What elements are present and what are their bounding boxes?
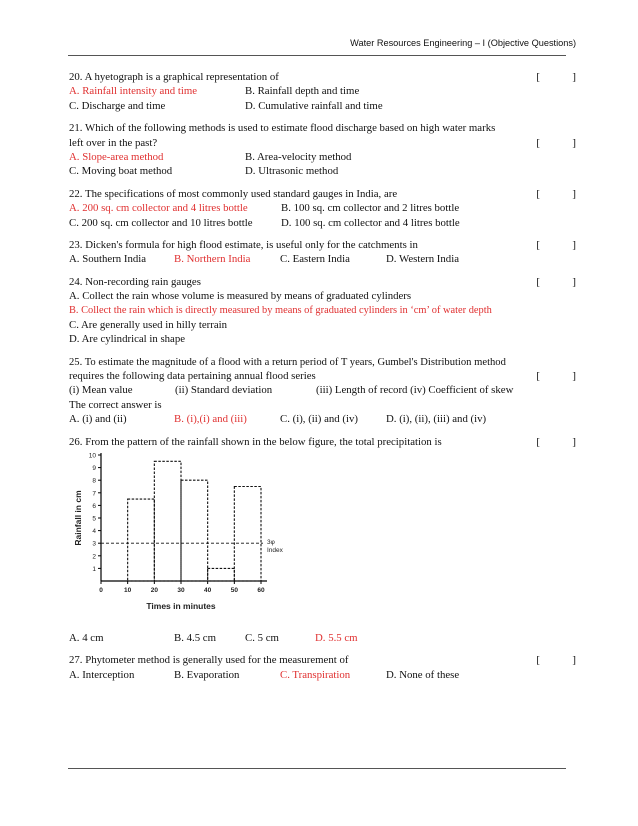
answer-bracket-close: ]	[572, 187, 576, 200]
option-a: A. Slope-area method	[69, 150, 164, 163]
page-header: Water Resources Engineering – I (Objective Questions)	[350, 38, 576, 48]
answer-bracket-open: [	[536, 187, 540, 200]
answer-bracket-close: ]	[572, 136, 576, 149]
answer-bracket-open: [	[536, 238, 540, 251]
question-23	[69, 238, 576, 267]
option-b: B. Evaporation	[174, 668, 240, 681]
question-text: 26. From the pattern of the rainfall shown in the below figure, the total precipitation is	[69, 435, 442, 448]
option-b: B. 100 sq. cm collector and 2 litres bottle	[281, 202, 460, 215]
option-b: B. 4.5 cm	[174, 631, 216, 644]
question-25	[69, 355, 576, 427]
answer-bracket-open: [	[536, 136, 540, 149]
question-21	[69, 121, 576, 179]
rainfall-bar	[154, 461, 181, 581]
option-c: C. Transpiration	[280, 668, 351, 681]
answer-bracket-close: ]	[572, 71, 576, 83]
question-text: 24. Non-recording rain gauges	[69, 275, 201, 288]
question-20	[69, 70, 576, 113]
option-a: A. 200 sq. cm collector and 4 litres bottle	[69, 202, 248, 215]
x-tick-label: 20	[150, 586, 158, 594]
data-item-3: (iii) Length of record (iv) Coefficient of skew	[316, 384, 514, 397]
option-a: A. (i) and (ii)	[69, 413, 127, 426]
option-c: C. Moving boat method	[69, 165, 173, 178]
hyetograph-chart	[69, 453, 289, 625]
option-d: D. None of these	[386, 668, 460, 681]
questions-list	[69, 70, 576, 690]
answer-bracket-close: ]	[572, 275, 576, 288]
answer-bracket-open: [	[536, 275, 540, 288]
x-tick-label: 10	[124, 586, 132, 594]
option-b: B. Northern India	[174, 253, 251, 266]
phi-index-label-2: Index	[267, 547, 283, 555]
y-tick-label: 6	[92, 502, 96, 510]
option-d: D. 5.5 cm	[315, 631, 358, 644]
option-d: D. Western India	[386, 253, 459, 266]
answer-bracket-close: ]	[572, 238, 576, 251]
option-c: C. (i), (ii) and (iv)	[280, 413, 358, 426]
rainfall-bar	[234, 486, 261, 581]
option-d: D. 100 sq. cm collector and 4 litres bottle	[281, 216, 460, 229]
question-text: 21. Which of the following methods is used to estimate flood discharge based on high water marks	[69, 122, 496, 135]
option-d: D. Ultrasonic method	[245, 165, 339, 178]
data-item-2: (ii) Standard deviation	[175, 384, 273, 397]
hyetograph-figure	[69, 453, 289, 625]
header-rule	[68, 55, 566, 56]
answer-bracket-open: [	[536, 370, 540, 383]
question-text: 27. Phytometer method is generally used for the measurement of	[69, 654, 349, 667]
y-tick-label: 10	[88, 452, 96, 460]
answer-bracket-open: [	[536, 435, 540, 448]
y-tick-label: 9	[92, 465, 96, 473]
option-a: A. 4 cm	[69, 631, 104, 644]
question-27	[69, 653, 576, 682]
option-a: A. Southern India	[69, 253, 147, 266]
y-tick-label: 3	[92, 540, 96, 548]
rainfall-bar	[181, 480, 208, 581]
y-tick-label: 8	[92, 477, 96, 485]
option-c: C. Eastern India	[280, 253, 350, 266]
option-b: B. Collect the rain which is directly measured by means of graduated cylinders in ‘cm’ of water depth	[69, 305, 492, 317]
option-c: C. Discharge and time	[69, 99, 166, 112]
option-d: D. (i), (ii), (iii) and (iv)	[386, 413, 487, 426]
option-c: C. 200 sq. cm collector and 10 litres bottle	[69, 216, 253, 229]
answer-bracket-open: [	[536, 654, 540, 667]
question-text-cont: left over in the past?	[69, 136, 158, 149]
option-d: D. Cumulative rainfall and time	[245, 99, 383, 112]
y-axis-label: Rainfall in cm	[73, 490, 83, 546]
answer-bracket-close: ]	[572, 370, 576, 383]
question-24	[69, 275, 576, 347]
data-item-1: (i) Mean value	[69, 384, 133, 397]
footer-rule	[68, 768, 566, 769]
option-a: A. Collect the rain whose volume is measured by means of graduated cylinders	[69, 290, 412, 303]
option-c: C. 5 cm	[245, 631, 279, 644]
answer-bracket-close: ]	[572, 654, 576, 667]
option-b: B. Area-velocity method	[245, 150, 352, 163]
option-b: B. (i),(i) and (iii)	[174, 413, 247, 426]
option-d: D. Are cylindrical in shape	[69, 333, 186, 346]
y-tick-label: 7	[92, 490, 96, 498]
x-tick-label: 50	[230, 586, 238, 594]
x-axis-label: Times in minutes	[146, 600, 216, 611]
rainfall-bar	[128, 499, 155, 581]
question-text: 22. The specifications of most commonly used standard gauges in India, are	[69, 187, 398, 200]
phi-index-label: 3φ	[267, 539, 275, 547]
y-tick-label: 4	[92, 528, 96, 536]
y-tick-label: 1	[92, 565, 96, 573]
answer-bracket-open: [	[536, 71, 540, 83]
rainfall-bar	[208, 568, 235, 581]
question-text: 20. A hyetograph is a graphical representation of	[69, 71, 279, 83]
question-text: 25. To estimate the magnitude of a flood with a return period of T years, Gumbel's Distribution method	[69, 356, 506, 368]
option-c: C. Are generally used in hilly terrain	[69, 318, 228, 331]
x-tick-label: 40	[204, 586, 212, 594]
question-text: 23. Dicken's formula for high flood estimate, is useful only for the catchments in	[69, 238, 418, 251]
x-tick-label: 30	[177, 586, 185, 594]
y-tick-label: 5	[92, 515, 96, 523]
option-a: A. Interception	[69, 668, 135, 681]
option-a: A. Rainfall intensity and time	[69, 85, 198, 98]
option-b: B. Rainfall depth and time	[245, 85, 360, 98]
question-22	[69, 187, 576, 230]
question-text-cont: requires the following data pertaining annual flood series	[69, 370, 316, 383]
answer-prompt: The correct answer is	[69, 398, 162, 411]
answer-bracket-close: ]	[572, 435, 576, 448]
x-tick-label: 60	[257, 586, 265, 594]
x-tick-label: 0	[99, 586, 103, 594]
y-tick-label: 2	[92, 553, 96, 561]
question-26	[69, 435, 576, 646]
